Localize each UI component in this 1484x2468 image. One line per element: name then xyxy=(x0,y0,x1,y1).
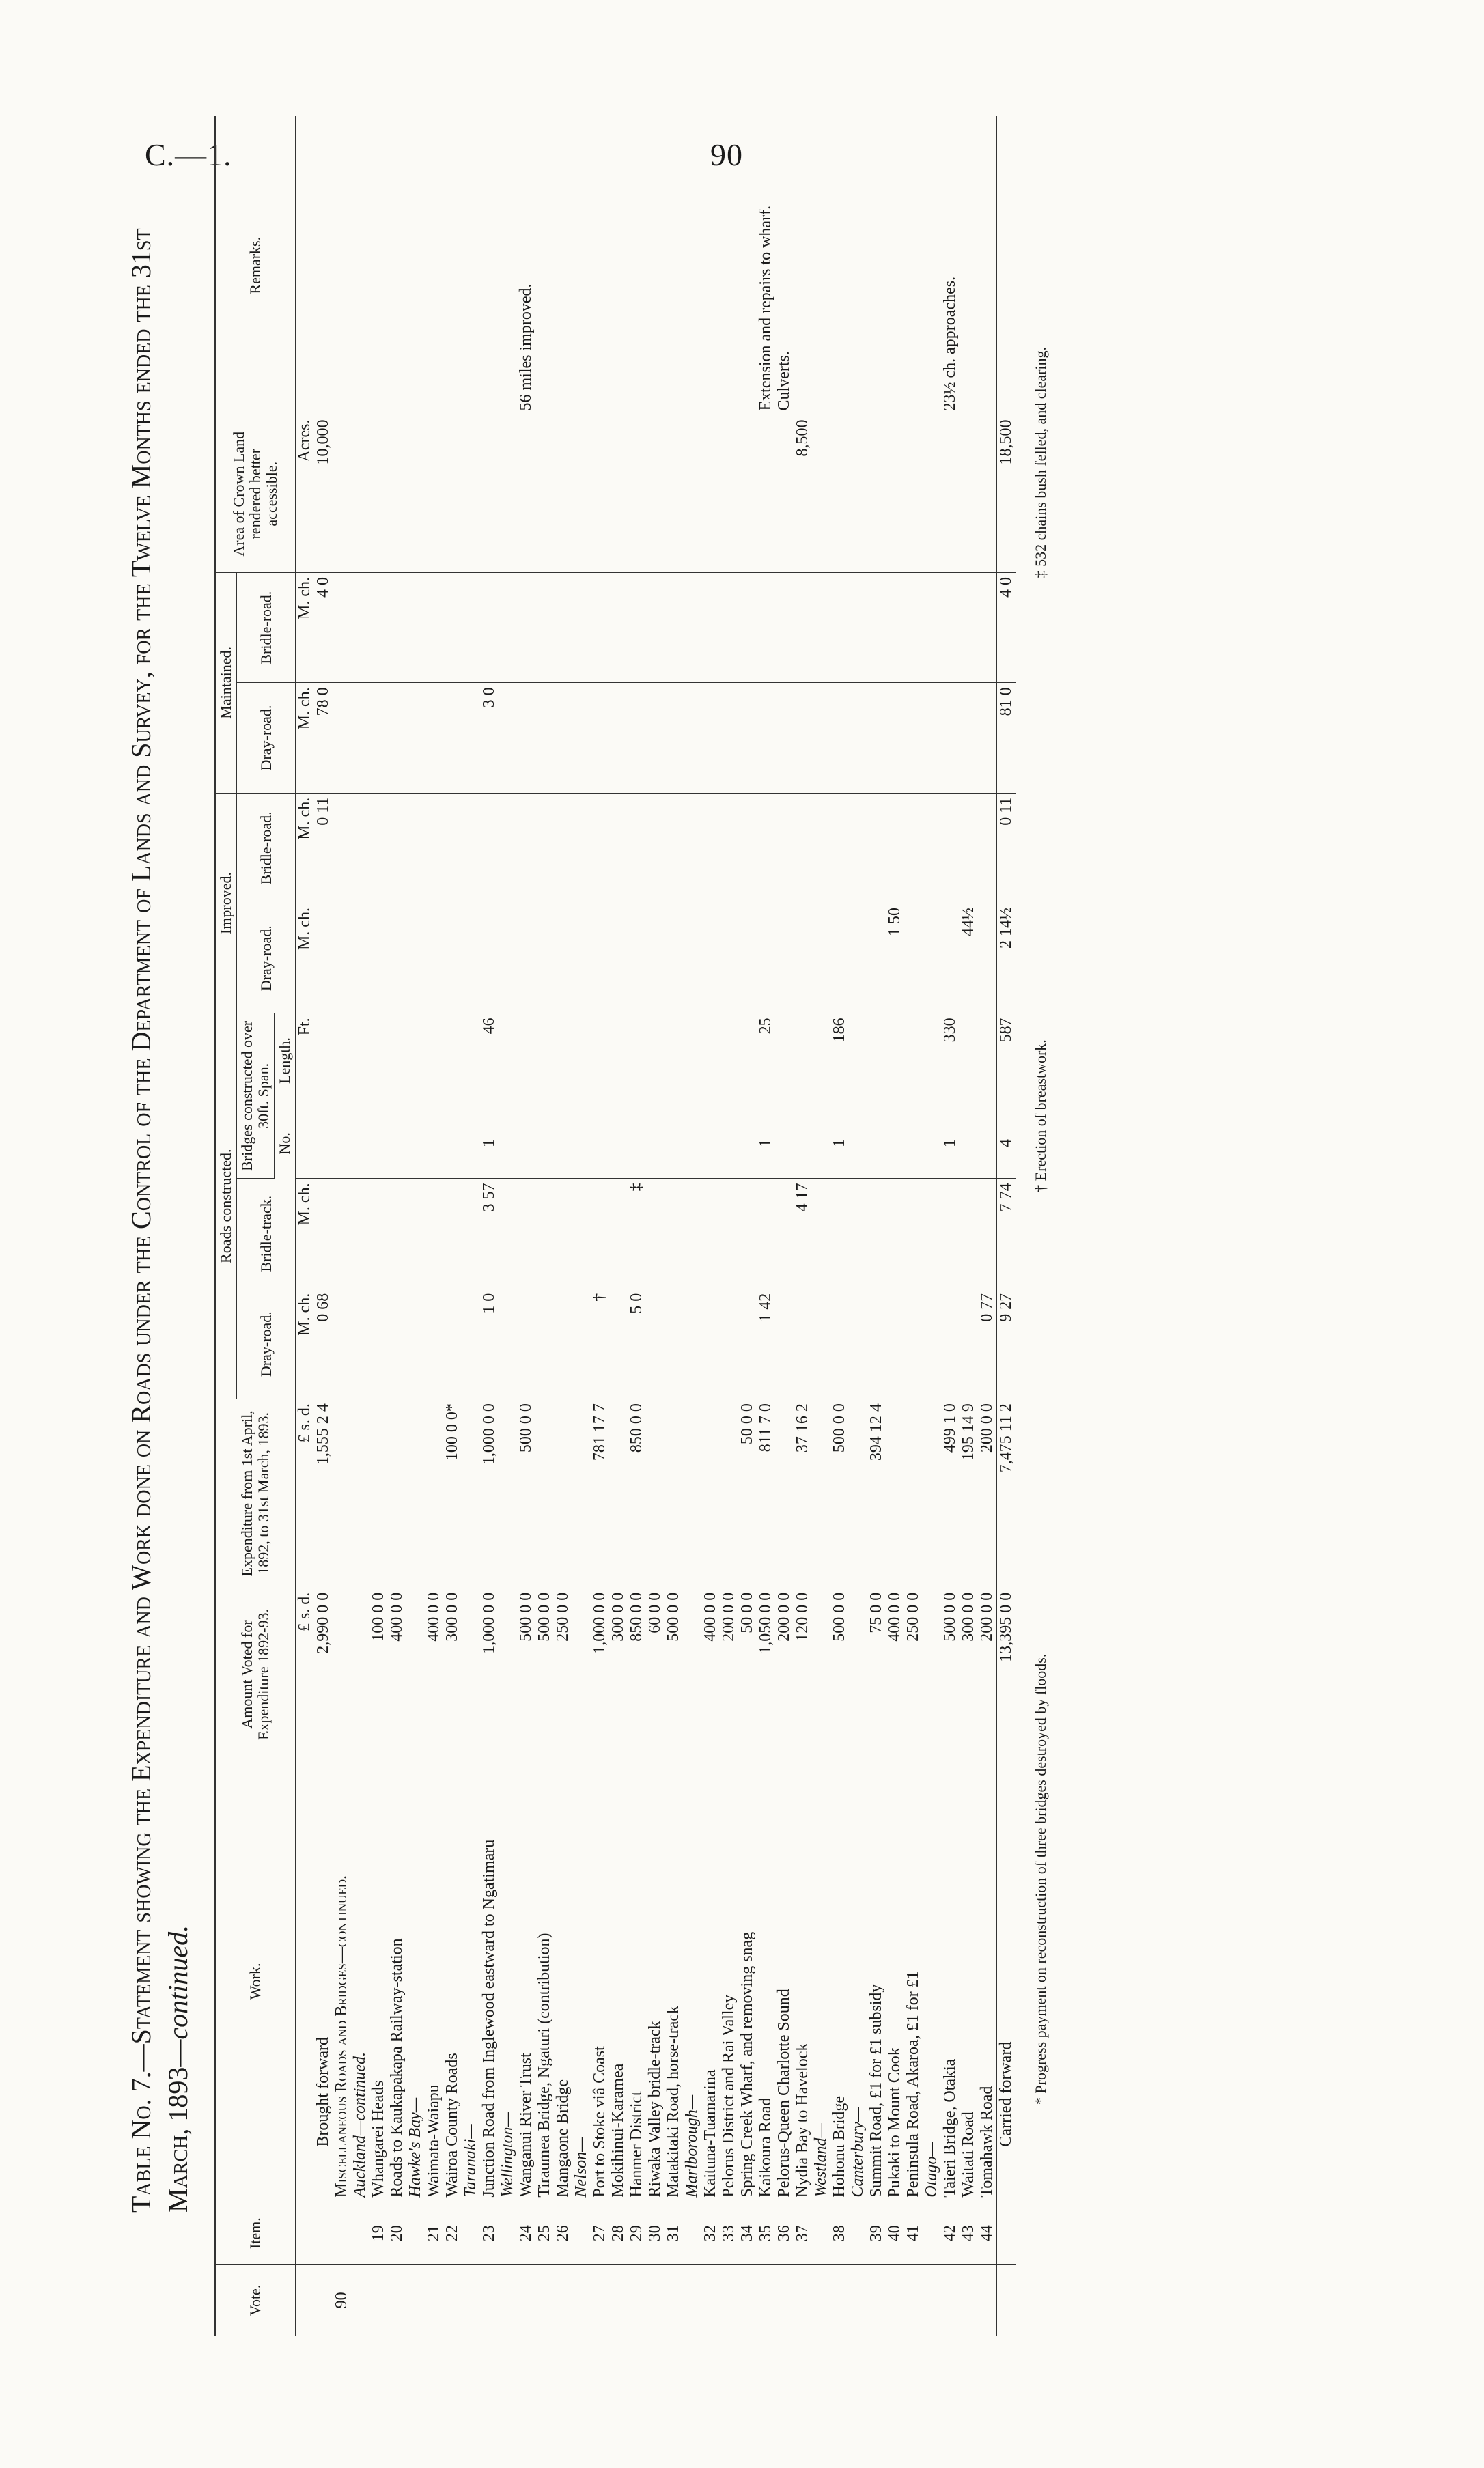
cell-exp: 811 7 0 xyxy=(757,1399,775,1588)
cell-item: 37 xyxy=(794,2202,812,2264)
table-number: Table No. 7. xyxy=(126,2071,156,2213)
cell-work: Tiraumea Bridge, Ngaturi (contribution) xyxy=(535,1761,554,2202)
table-row xyxy=(886,116,904,2336)
cell-exp: 781 17 7 xyxy=(591,1399,609,1588)
cell-imp-dray: 1 50 xyxy=(886,903,904,1013)
cell-work: Taieri Bridge, Otakia xyxy=(941,1761,960,2202)
col-maintained-dray: Dray-road. xyxy=(237,683,296,793)
cell-work: Junction Road from Inglewood eastward to Ngatimaru xyxy=(480,1761,499,2202)
col-constructed-dray: Dray-road. xyxy=(237,1289,296,1399)
cell-item: 20 xyxy=(388,2202,406,2264)
table-row xyxy=(794,116,812,2336)
cell-voted: 100 0 0 xyxy=(369,1588,388,1761)
footnote: * Progress payment on reconstruction of three bridges destroyed by floods. xyxy=(1032,1653,1049,2105)
cell-voted: 250 0 0 xyxy=(904,1588,923,1761)
cell-voted: 50 0 0 xyxy=(738,1588,757,1761)
cell-bno: 1 xyxy=(480,1108,499,1179)
cell-item: 33 xyxy=(720,2202,738,2264)
table-row xyxy=(941,116,960,2336)
cell-work: Whangarei Heads xyxy=(369,1761,388,2202)
cell-dray: 1 42 xyxy=(757,1289,775,1399)
col-work: Work. xyxy=(215,1761,296,2202)
cell-work: Wanganui River Trust xyxy=(517,1761,535,2202)
cell-item: 19 xyxy=(369,2202,388,2264)
table-body xyxy=(296,116,1016,2336)
unit-improved-bridle: M. ch. xyxy=(296,793,315,903)
table-row xyxy=(646,116,664,2336)
cell-m-dray: 81 0 xyxy=(997,683,1016,793)
cell-area: 18,500 xyxy=(997,415,1016,572)
cell-voted: 60 0 0 xyxy=(646,1588,664,1761)
cell-exp: 1,555 2 4 xyxy=(314,1399,333,1588)
cell-dray: 0 77 xyxy=(978,1289,997,1399)
table-title-text: —Statement showing the Expenditure and Work done on Roads under the Control of the Department of Lands and Survey, for the Twelve Months ended the 31st March, 1893— xyxy=(126,228,193,2213)
cell-remarks: 56 miles improved. xyxy=(517,116,535,415)
cell-blen: 330 xyxy=(941,1013,960,1108)
cell-item: 31 xyxy=(664,2202,683,2264)
cell-work: Pukaki to Mount Cook xyxy=(886,1761,904,2202)
table-row xyxy=(775,116,794,2336)
table-row xyxy=(664,116,683,2336)
cell-exp: 499 1 0 xyxy=(941,1399,960,1588)
col-item: Item. xyxy=(215,2202,296,2264)
cell-exp: 100 0 0* xyxy=(443,1399,462,1588)
table-row xyxy=(406,116,425,2336)
table-row xyxy=(738,116,757,2336)
cell-work: Otago— xyxy=(923,1761,941,2202)
table-row xyxy=(628,116,646,2336)
cell-exp: 7,475 11 2 xyxy=(997,1399,1016,1588)
cell-work: Matakitaki Road, horse-track xyxy=(664,1761,683,2202)
cell-voted: 400 0 0 xyxy=(701,1588,720,1761)
col-improved-bridle: Bridle-road. xyxy=(237,793,296,903)
col-expenditure: Expenditure from 1st April, 1892, to 31st March, 1893. xyxy=(215,1399,296,1588)
cell-voted: 300 0 0 xyxy=(960,1588,978,1761)
unit-improved-dray: M. ch. xyxy=(296,903,315,1013)
table-row xyxy=(462,116,480,2336)
col-area: Area of Crown Land rendered better accessible. xyxy=(215,415,296,572)
cell-work: Pelorus District and Rai Valley xyxy=(720,1761,738,2202)
cell-work: Canterbury— xyxy=(849,1761,867,2202)
cell-exp: 500 0 0 xyxy=(517,1399,535,1588)
cell-item: 42 xyxy=(941,2202,960,2264)
cell-exp: 500 0 0 xyxy=(830,1399,849,1588)
cell-work: Nydia Bay to Havelock xyxy=(794,1761,812,2202)
cell-bridle: 7 74 xyxy=(997,1179,1016,1289)
cell-exp: 50 0 0 xyxy=(738,1399,757,1588)
cell-item: 40 xyxy=(886,2202,904,2264)
footnotes xyxy=(1032,116,1050,2336)
table-row xyxy=(480,116,499,2336)
cell-work: Brought forward xyxy=(314,1761,333,2202)
cell-item: 22 xyxy=(443,2202,462,2264)
cell-bridle: ‡ xyxy=(628,1179,646,1289)
cell-item: 23 xyxy=(480,2202,499,2264)
table-row xyxy=(351,116,369,2336)
page-code: C.—1. xyxy=(145,137,232,172)
table-row xyxy=(720,116,738,2336)
cell-item: 34 xyxy=(738,2202,757,2264)
table-row xyxy=(812,116,830,2336)
cell-item: 35 xyxy=(757,2202,775,2264)
cell-area: 8,500 xyxy=(794,415,812,572)
col-roads-constructed: Roads constructed. xyxy=(215,1013,237,1399)
cell-work: Wairoa County Roads xyxy=(443,1761,462,2202)
cell-item: 24 xyxy=(517,2202,535,2264)
cell-blen: 46 xyxy=(480,1013,499,1108)
cell-exp: 1,000 0 0 xyxy=(480,1399,499,1588)
cell-voted: 500 0 0 xyxy=(535,1588,554,1761)
cell-work: Mokihinui-Karamea xyxy=(609,1761,628,2202)
table-row xyxy=(443,116,462,2336)
cell-m-dray: 78 0 xyxy=(314,683,333,793)
cell-voted: 300 0 0 xyxy=(443,1588,462,1761)
cell-blen: 186 xyxy=(830,1013,849,1108)
table-row xyxy=(683,116,701,2336)
cell-work: Kaituna-Tuamarina xyxy=(701,1761,720,2202)
unit-area: Acres. xyxy=(296,415,315,572)
cell-voted: 1,000 0 0 xyxy=(591,1588,609,1761)
cell-item: 41 xyxy=(904,2202,923,2264)
table-row xyxy=(369,116,388,2336)
cell-item: 29 xyxy=(628,2202,646,2264)
table-row xyxy=(960,116,978,2336)
cell-bno: 1 xyxy=(757,1108,775,1179)
cell-work: Miscellaneous Roads and Bridges—continued. xyxy=(333,1761,351,2202)
cell-work: Hohonu Bridge xyxy=(830,1761,849,2202)
cell-remarks: Extension and repairs to wharf. xyxy=(757,116,775,415)
cell-m-dray: 3 0 xyxy=(480,683,499,793)
col-bridge-no: No. xyxy=(275,1108,296,1179)
cell-voted: 200 0 0 xyxy=(978,1588,997,1761)
cell-bno: 1 xyxy=(830,1108,849,1179)
cell-voted: 850 0 0 xyxy=(628,1588,646,1761)
cell-voted: 200 0 0 xyxy=(720,1588,738,1761)
cell-voted: 500 0 0 xyxy=(941,1588,960,1761)
cell-voted: 500 0 0 xyxy=(830,1588,849,1761)
cell-work: Spring Creek Wharf, and removing snag xyxy=(738,1761,757,2202)
cell-item: 25 xyxy=(535,2202,554,2264)
rotated-table-page xyxy=(123,96,1380,2336)
col-remarks: Remarks. xyxy=(215,116,296,415)
cell-imp-bridle: 0 11 xyxy=(997,793,1016,903)
col-improved: Improved. xyxy=(215,793,237,1013)
cell-exp: 37 16 2 xyxy=(794,1399,812,1588)
cell-work: Tomahawk Road xyxy=(978,1761,997,2202)
cell-voted: 1,050 0 0 xyxy=(757,1588,775,1761)
cell-bridle: 4 17 xyxy=(794,1179,812,1289)
cell-item: 44 xyxy=(978,2202,997,2264)
cell-work: Hawke's Bay— xyxy=(406,1761,425,2202)
cell-imp-bridle: 0 11 xyxy=(314,793,333,903)
cell-voted: 400 0 0 xyxy=(425,1588,443,1761)
cell-voted: 1,000 0 0 xyxy=(480,1588,499,1761)
table-row xyxy=(867,116,886,2336)
table-row xyxy=(517,116,535,2336)
cell-work: Pelorus-Queen Charlotte Sound xyxy=(775,1761,794,2202)
table-row xyxy=(757,116,775,2336)
cell-vote: 90 xyxy=(333,2292,350,2309)
cell-work: Port to Stoke viâ Coast xyxy=(591,1761,609,2202)
cell-work: Roads to Kaukapakapa Railway-station xyxy=(388,1761,406,2202)
cell-remarks: 23½ ch. approaches. xyxy=(941,116,960,415)
table-row xyxy=(849,116,867,2336)
carried-forward-row xyxy=(997,116,1016,2336)
col-bridges: Bridges constructed over 30ft. Span. xyxy=(237,1013,275,1179)
cell-m-bridle: 4 0 xyxy=(997,572,1016,682)
cell-voted: 400 0 0 xyxy=(886,1588,904,1761)
col-bridge-length: Length. xyxy=(275,1013,296,1108)
cell-exp: 394 12 4 xyxy=(867,1399,886,1588)
brought-forward-row xyxy=(314,116,333,2336)
unit-constructed-dray: M. ch. xyxy=(296,1289,315,1399)
cell-work: Peninsula Road, Akaroa, £1 for £1 xyxy=(904,1761,923,2202)
cell-work: Taranaki— xyxy=(462,1761,480,2202)
table-row xyxy=(425,116,443,2336)
page-number: 90 xyxy=(710,137,743,172)
col-maintained: Maintained. xyxy=(215,572,237,793)
cell-imp-dray: 44½ xyxy=(960,903,978,1013)
table-row xyxy=(572,116,591,2336)
cell-voted: 300 0 0 xyxy=(609,1588,628,1761)
cell-work: Kaikoura Road xyxy=(757,1761,775,2202)
expenditure-table xyxy=(214,116,1016,2336)
table-row xyxy=(923,116,941,2336)
cell-exp: 850 0 0 xyxy=(628,1399,646,1588)
cell-remarks: Culverts. xyxy=(775,116,794,415)
cell-work: Waimata-Waiapu xyxy=(425,1761,443,2202)
col-maintained-bridle: Bridle-road. xyxy=(237,572,296,682)
table-row xyxy=(904,116,923,2336)
cell-blen: 587 xyxy=(997,1013,1016,1108)
table-row xyxy=(701,116,720,2336)
table-row xyxy=(499,116,517,2336)
cell-item: 39 xyxy=(867,2202,886,2264)
cell-item: 32 xyxy=(701,2202,720,2264)
cell-dray: 9 27 xyxy=(997,1289,1016,1399)
table-row xyxy=(591,116,609,2336)
cell-voted: 2,990 0 0 xyxy=(314,1588,333,1761)
table-title xyxy=(123,164,197,2213)
cell-item: 27 xyxy=(591,2202,609,2264)
cell-blen: 25 xyxy=(757,1013,775,1108)
footnote: † Erection of breastwork. xyxy=(1032,1039,1049,1192)
table-row xyxy=(554,116,572,2336)
cell-item: 38 xyxy=(830,2202,849,2264)
cell-voted: 250 0 0 xyxy=(554,1588,572,1761)
cell-voted: 75 0 0 xyxy=(867,1588,886,1761)
cell-voted: 200 0 0 xyxy=(775,1588,794,1761)
unit-voted: £ s. d. xyxy=(296,1588,315,1761)
cell-dray: 0 68 xyxy=(314,1289,333,1399)
cell-work: Westland— xyxy=(812,1761,830,2202)
cell-work: Hanmer District xyxy=(628,1761,646,2202)
table-row xyxy=(978,116,997,2336)
cell-item: 26 xyxy=(554,2202,572,2264)
cell-bno: 4 xyxy=(997,1108,1016,1179)
cell-voted: 500 0 0 xyxy=(664,1588,683,1761)
units-row xyxy=(296,116,315,2336)
table-row xyxy=(830,116,849,2336)
cell-bno: 1 xyxy=(941,1108,960,1179)
cell-item: 30 xyxy=(646,2202,664,2264)
cell-voted: 500 0 0 xyxy=(517,1588,535,1761)
cell-area: 10,000 xyxy=(314,415,333,572)
cell-item: 28 xyxy=(609,2202,628,2264)
cell-imp-dray: 2 14½ xyxy=(997,903,1016,1013)
cell-dray: 1 0 xyxy=(480,1289,499,1399)
footnote: ‡ 532 chains bush felled, and clearing. xyxy=(1032,346,1049,578)
cell-exp: 195 14 9 xyxy=(960,1399,978,1588)
table-row xyxy=(609,116,628,2336)
cell-dray: † xyxy=(591,1289,609,1399)
unit-expenditure: £ s. d. xyxy=(296,1399,315,1588)
cell-work: Mangaone Bridge xyxy=(554,1761,572,2202)
unit-maintained-dray: M. ch. xyxy=(296,683,315,793)
cell-work: Summit Road, £1 for £1 subsidy xyxy=(867,1761,886,2202)
table-title-continued: continued. xyxy=(163,1924,193,2040)
cell-m-bridle: 4 0 xyxy=(314,572,333,682)
table-row xyxy=(333,116,351,2336)
cell-bridle: 3 57 xyxy=(480,1179,499,1289)
col-constructed-bridle: Bridle-track. xyxy=(237,1179,296,1289)
col-improved-dray: Dray-road. xyxy=(237,903,296,1013)
cell-work: Nelson— xyxy=(572,1761,591,2202)
cell-voted: 120 0 0 xyxy=(794,1588,812,1761)
cell-item: 43 xyxy=(960,2202,978,2264)
unit-bridge-length: Ft. xyxy=(296,1013,315,1108)
table-row xyxy=(535,116,554,2336)
cell-work: Wellington— xyxy=(499,1761,517,2202)
cell-work: Auckland—continued. xyxy=(351,1761,369,2202)
unit-constructed-bridle: M. ch. xyxy=(296,1179,315,1289)
cell-work: Waitati Road xyxy=(960,1761,978,2202)
cell-work: Riwaka Valley bridle-track xyxy=(646,1761,664,2202)
cell-voted: 400 0 0 xyxy=(388,1588,406,1761)
cell-item: 21 xyxy=(425,2202,443,2264)
cell-dray: 5 0 xyxy=(628,1289,646,1399)
cell-work: Carried forward xyxy=(997,1761,1016,2202)
cell-work: Marlborough— xyxy=(683,1761,701,2202)
cell-exp: 200 0 0 xyxy=(978,1399,997,1588)
table-row xyxy=(388,116,406,2336)
col-vote: Vote. xyxy=(215,2264,296,2336)
cell-voted: 13,395 0 0 xyxy=(997,1588,1016,1761)
col-amount-voted: Amount Voted for Expenditure 1892-93. xyxy=(215,1588,296,1761)
unit-maintained-bridle: M. ch. xyxy=(296,572,315,682)
cell-item: 36 xyxy=(775,2202,794,2264)
